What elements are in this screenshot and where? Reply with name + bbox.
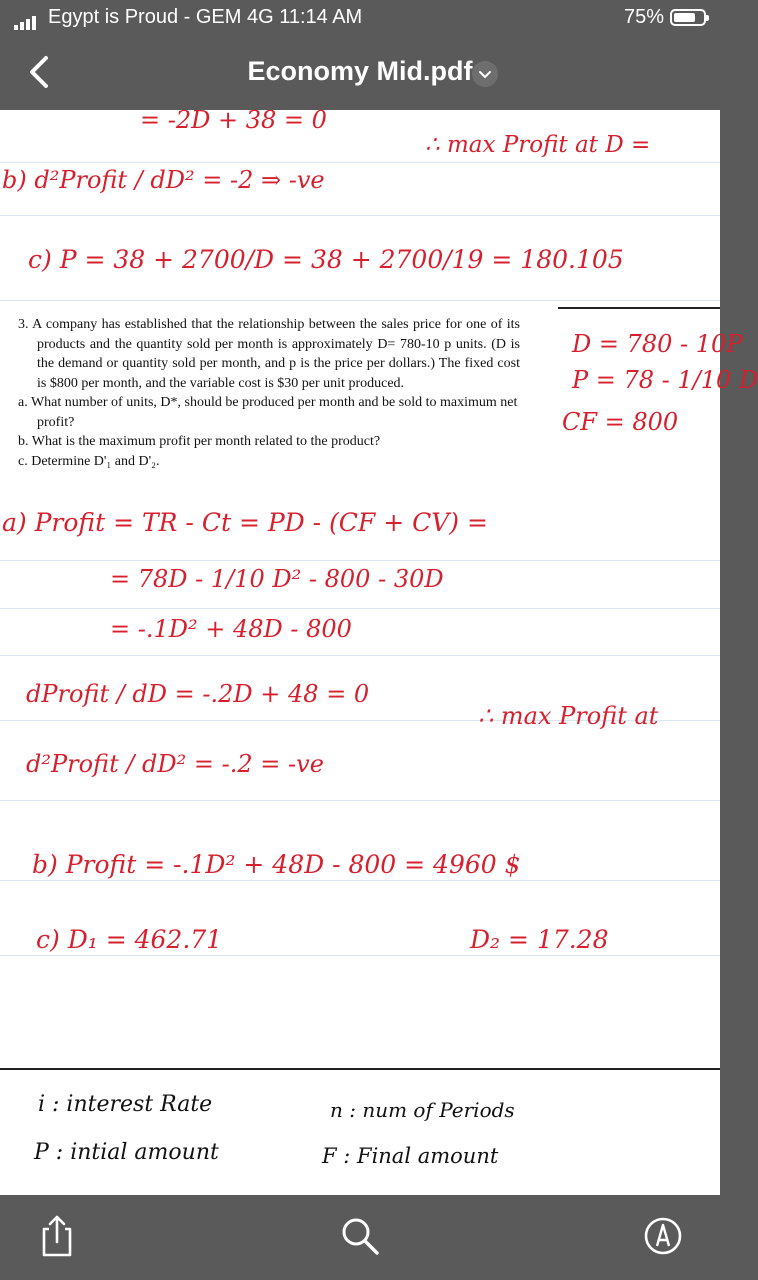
solution-line: c) D₁ = 462.71 bbox=[36, 925, 223, 954]
battery-icon bbox=[670, 9, 706, 26]
solution-line: d²Profit / dD² = -.2 = -ve bbox=[26, 750, 324, 778]
handwriting-line: ∴ max Profit at D = bbox=[425, 132, 651, 158]
carrier-time-text: Egypt is Proud - GEM 4G 11:14 AM bbox=[48, 6, 363, 28]
solution-line: dProfit / dD = -.2D + 48 = 0 bbox=[26, 680, 370, 708]
status-bar bbox=[0, 0, 720, 36]
handwriting-line: = -2D + 38 = 0 bbox=[140, 106, 327, 134]
document-title[interactable]: Economy Mid.pdf bbox=[247, 56, 473, 86]
pdf-page[interactable] bbox=[0, 106, 758, 1195]
solution-line: = 78D - 1/10 D² - 800 - 30D bbox=[110, 565, 444, 593]
problem-text bbox=[18, 315, 520, 471]
page-divider bbox=[0, 1068, 720, 1070]
signal-icon bbox=[14, 12, 38, 30]
solution-line: ∴ max Profit at bbox=[478, 702, 659, 730]
solution-line: a) Profit = TR - Ct = PD - (CF + CV) = bbox=[2, 508, 488, 537]
divider bbox=[558, 307, 720, 309]
handwriting-line: b) d²Profit / dD² = -2 ⇒ -ve bbox=[2, 166, 325, 194]
definition-line: i : interest Rate bbox=[38, 1092, 213, 1117]
solution-line: b) Profit = -.1D² + 48D - 800 = 4960 $ bbox=[32, 850, 521, 879]
margin-note: P = 78 - 1/10 D bbox=[572, 366, 758, 394]
share-icon[interactable] bbox=[34, 1213, 80, 1259]
solution-line: D₂ = 17.28 bbox=[470, 925, 609, 954]
problem-statement: 3. A company has established that the relationship between the sales price for one of its products and the quantity sold per month is approximately D= 780-10 p units. (D is the demand or quantity sold per month, and p is the price per dollars.) The fixed cost is $800 per month, and the variable cost is $30 per unit produced. bbox=[18, 317, 520, 391]
definition-line: n : num of Periods bbox=[330, 1098, 515, 1122]
definition-line: F : Final amount bbox=[322, 1144, 499, 1168]
bottom-toolbar bbox=[0, 1195, 720, 1280]
definition-line: P : intial amount bbox=[34, 1140, 219, 1165]
nav-bar bbox=[0, 36, 720, 110]
handwriting-line: c) P = 38 + 2700/D = 38 + 2700/19 = 180.105 bbox=[28, 245, 624, 274]
problem-part-c: c. Determine D'₁ and D'₂. bbox=[18, 453, 160, 469]
search-icon[interactable] bbox=[337, 1213, 383, 1259]
battery-percent: 75% bbox=[623, 6, 664, 28]
title-dropdown-button[interactable] bbox=[472, 61, 498, 87]
markup-icon[interactable] bbox=[640, 1213, 686, 1259]
solution-line: = -.1D² + 48D - 800 bbox=[110, 615, 352, 643]
problem-part-b: b. What is the maximum profit per month related to the product? bbox=[18, 434, 381, 449]
problem-part-a: a. What number of units, D*, should be produced per month and be sold to maximum net profit? bbox=[18, 395, 518, 430]
margin-note: CF = 800 bbox=[562, 408, 679, 436]
margin-note: D = 780 - 10P bbox=[572, 330, 743, 358]
